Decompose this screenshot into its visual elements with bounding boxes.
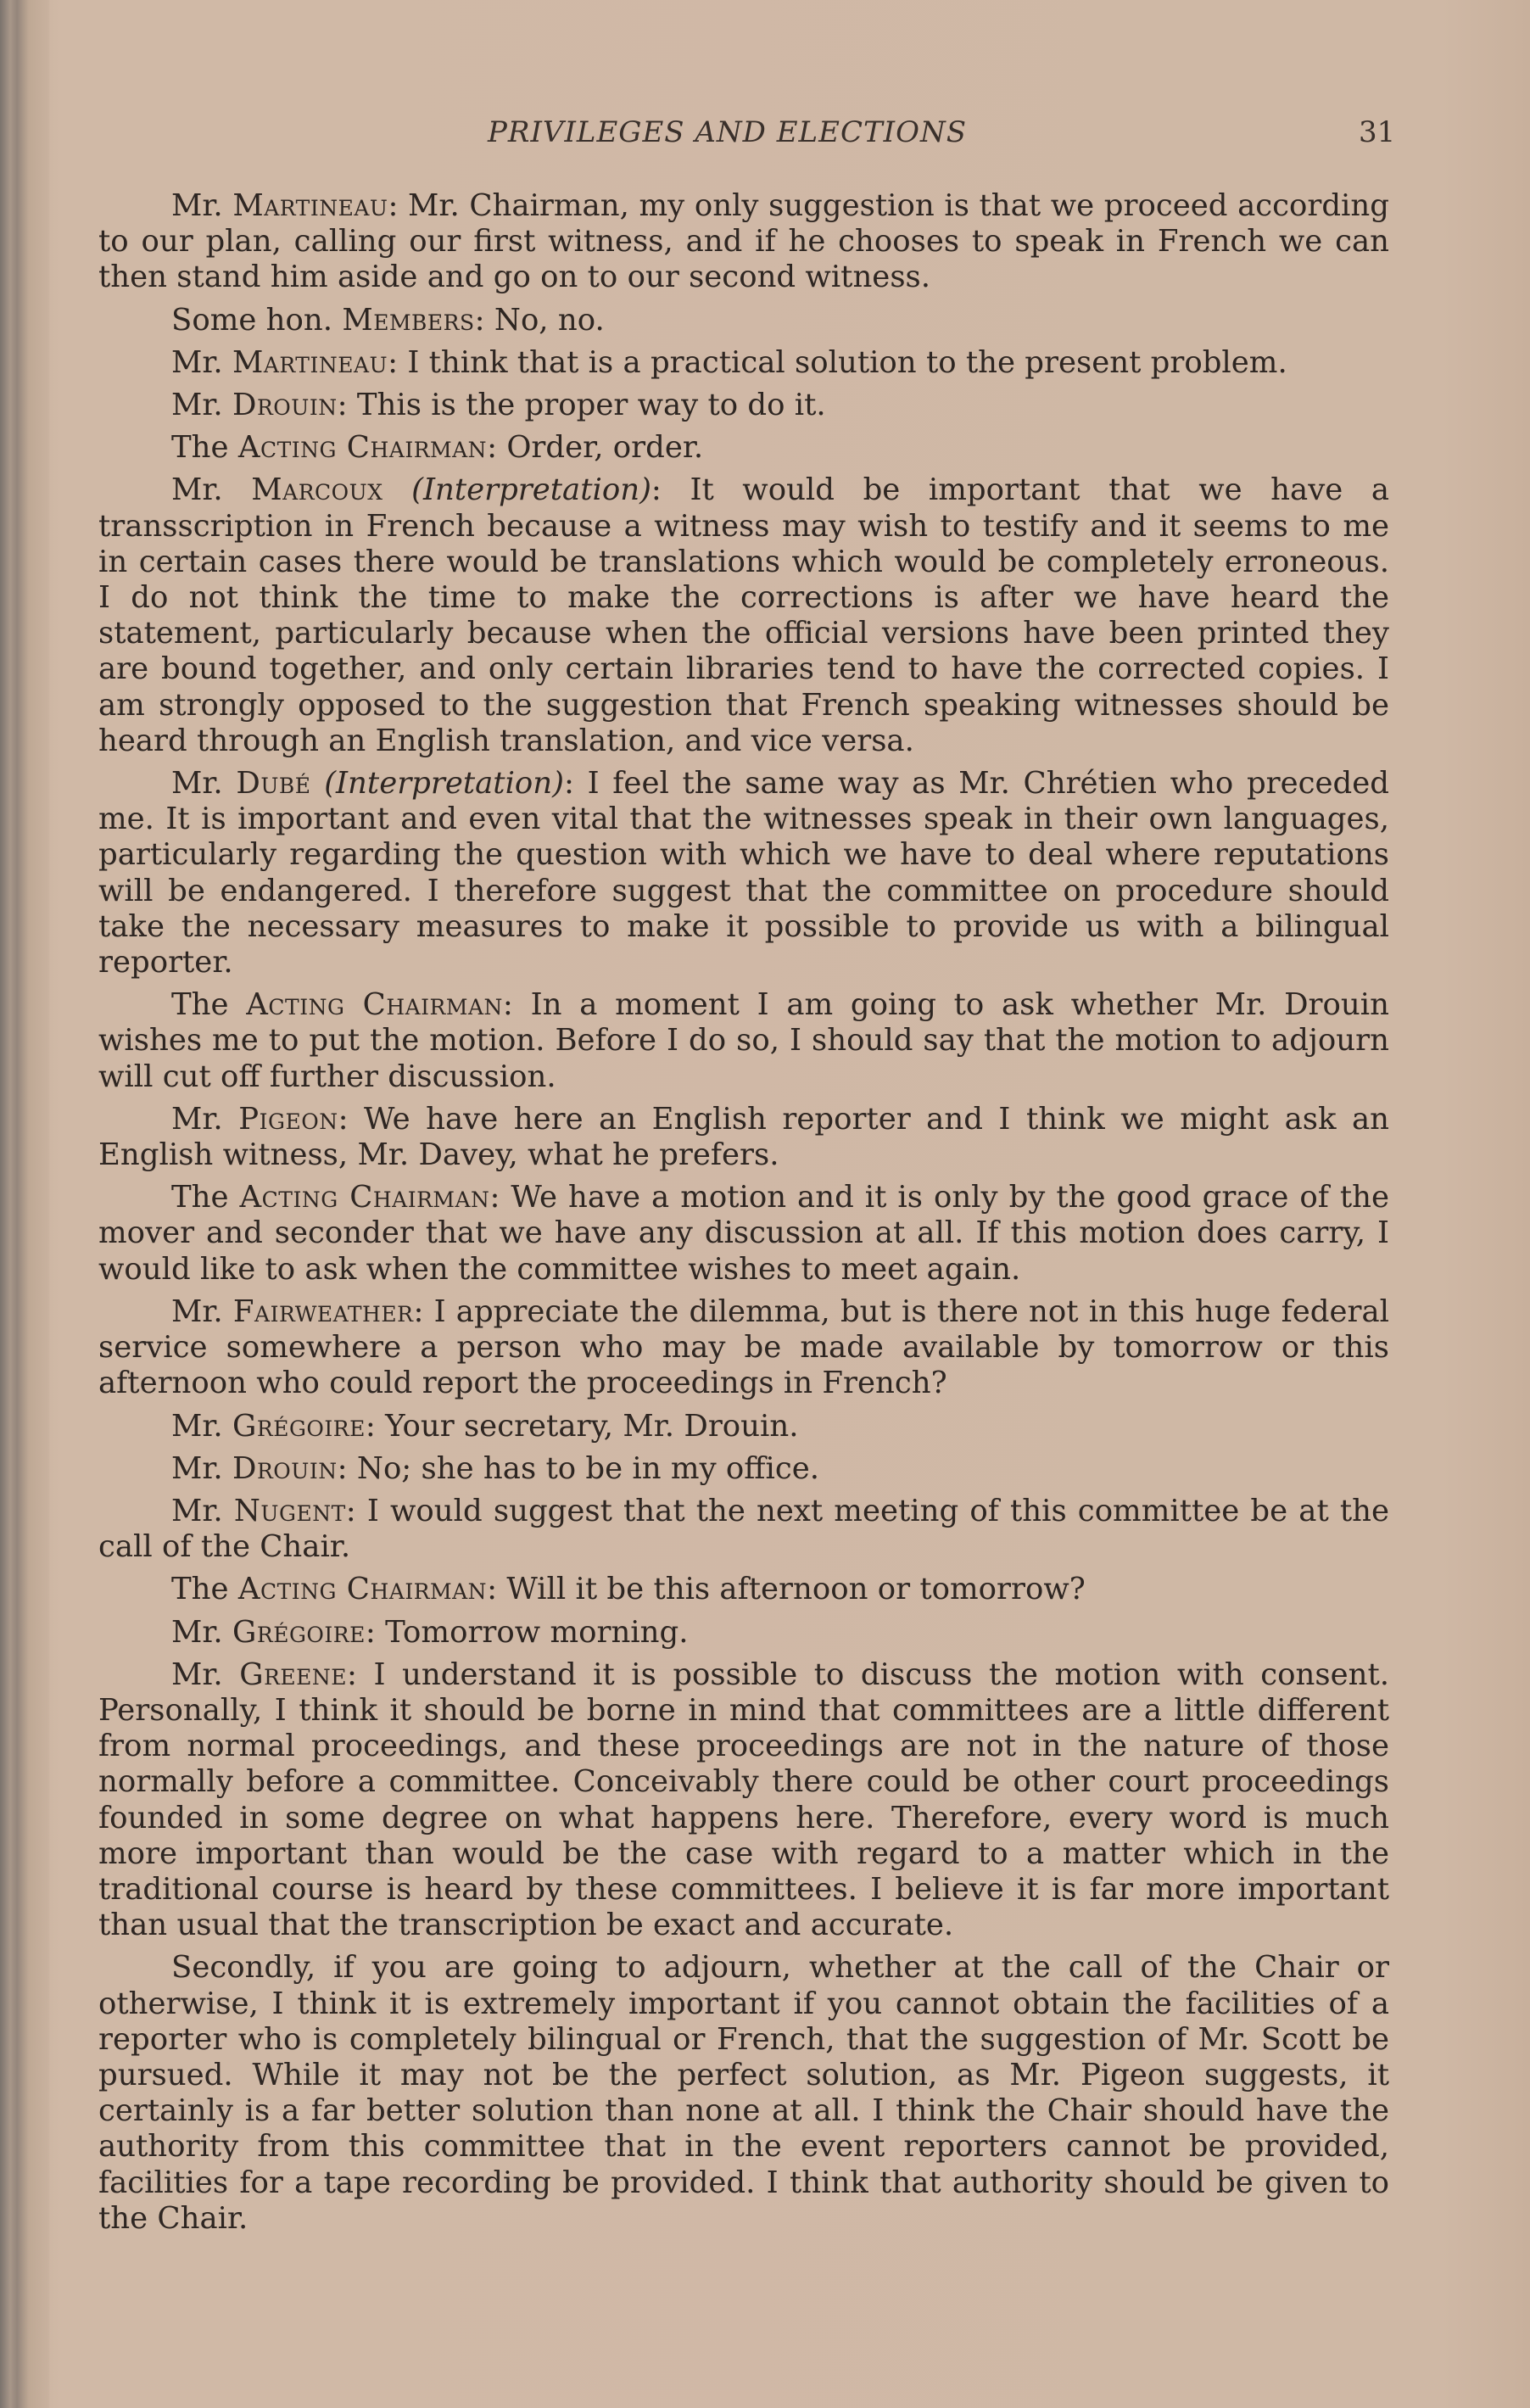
book-spine-shadow [0,0,49,2408]
speaker-name: Fairweather [232,1293,414,1329]
speech-text: Will it be this afternoon or tomorrow? [506,1572,1086,1607]
speaker-colon: : [338,1101,365,1137]
page-number: 31 [1359,115,1396,149]
speaker-colon: : [489,1180,511,1215]
speech-paragraph [98,987,1389,1095]
speaker-title: Some hon. [171,302,333,338]
speaker-title: Mr. [171,1293,223,1329]
speech-paragraph [98,1615,1389,1651]
speaker-name: Marcoux [251,472,383,508]
speech-paragraph [98,1451,1389,1487]
speaker-name: Grégoire [232,1614,366,1650]
speaker-name: Acting Chairman [237,430,488,466]
speech-text: I appreciate the dilemma, but is there not in this huge federal service somewhere a person who may be made available by tomorrow or this afternoon who could report the proceedings in French? [98,1293,1389,1401]
speech-text: It would be important that we have a transscription in French because a witness may wish to testify and it seems to me in certain cases there would be translations which would be completely erroneous. I do not think the time to make the corrections is after we have heard the statement, particularly because when the official versions have been printed they are bound together, and only certain libraries tend to have the corrected copies. I am strongly opposed to the suggestion that French speaking witnesses should be heard through an English translation, and vice versa. [98,472,1389,758]
speaker-name: Drouin [232,388,338,423]
speaker-title: Mr. [171,472,223,508]
page-header [0,115,1530,158]
speaker-title: The [171,987,229,1023]
speaker-name: Drouin [232,1450,338,1486]
speech-paragraph [98,430,1389,466]
speech-text: I would suggest that the next meeting of this committee be at the call of the Chair. [98,1493,1389,1565]
transcript-body [98,188,1389,2243]
speech-text: I understand it is possible to discuss the motion with consent. Personally, I think it should be borne in mind that committees are a little different from normal proceedings, and these proceedings are not in the nature of those normally before a committee. Conceivably there could be other court proceedings founded in some degree on what happens here. Therefore, every word is much more important than would be the case with regard to a matter which in the traditional course is heard by these committees. I believe it is far more important than usual that the transcription be exact and accurate. [98,1657,1389,1943]
speaker-colon: : [502,987,531,1023]
speech-text: In a moment I am going to ask whether Mr. Drouin wishes me to put the motion. Before I do so, I should say that the motion to adjourn will cut off further discussion. [98,987,1389,1094]
speaker-title: Mr. [171,1657,223,1692]
speech-text: Tomorrow morning. [385,1614,689,1650]
speaker-title: The [171,1572,229,1607]
speech-paragraph [98,1409,1389,1444]
speaker-colon: : [388,344,408,380]
speaker-colon: : [487,1572,507,1607]
speaker-colon: : [651,472,690,508]
speech-paragraph [98,1102,1389,1173]
speech-paragraph [98,345,1389,381]
speaker-colon: : [347,1657,374,1692]
speech-text: Order, order. [506,430,704,466]
speaker-title: Mr. [171,344,223,380]
speaker-name: Martineau [232,188,388,223]
speaker-colon: : [388,188,409,223]
speech-paragraph-continued [98,1950,1389,2237]
speaker-colon: : [337,388,357,423]
speaker-title: Mr. [171,1493,223,1528]
speaker-colon: : [345,1493,367,1528]
speaker-name: Pigeon [238,1101,338,1137]
speech-text: Your secretary, Mr. Drouin. [385,1408,799,1444]
speech-text: We have a motion and it is only by the good grace of the mover and seconder that we have any discussion at all. If this motion does carry, I would like to ask when the committee wishes to meet again. [98,1180,1389,1287]
speech-text: No, no. [494,302,605,338]
speech-text: I think that is a practical solution to the present problem. [407,344,1287,380]
speech-text: I feel the same way as Mr. Chrétien who preceded me. It is important and even vital that the witnesses speak in their own languages, particularly regarding the question with which we have to deal where reputations will be endangered. I therefore suggest that the committee on procedure should take the necessary measures to make it possible to provide us with a bilingual reporter. [98,766,1389,981]
speech-paragraph [98,472,1389,759]
speaker-name: Acting Chairman [239,1180,490,1215]
speech-text: Mr. Chairman, my only suggestion is that we proceed according to our plan, calling our first witness, and if he chooses to speak in French we can then stand him aside and go on to our second witness. [98,188,1390,295]
interpretation-note: (Interpretation) [411,472,651,508]
speaker-colon: : [413,1293,434,1329]
speaker-name: Greene [239,1657,348,1692]
speech-paragraph [98,1572,1389,1607]
speaker-colon: : [365,1614,386,1650]
speaker-title: Mr. [171,766,223,802]
speech-text: We have here an English reporter and I think we might ask an English witness, Mr. Davey, what he prefers. [98,1101,1389,1173]
speaker-colon: : [564,766,588,802]
speech-text: Secondly, if you are going to adjourn, whether at the call of the Chair or otherwise, I think it is extremely important if you cannot obtain the facilities of a reporter who is completely bilingual or French, that the suggestion of Mr. Scott be pursued. While it may not be the perfect solution, as Mr. Pigeon suggests, it certainly is a far better solution than none at all. I think the Chair should have the authority from this committee that in the event reporters cannot be provided, facilities for a tape recording be provided. I think that authority should be given to the Chair. [98,1950,1389,2236]
speaker-name: Nugent [233,1493,346,1528]
speaker-title: The [171,430,229,466]
speaker-name: Martineau [232,344,388,380]
speech-paragraph [98,303,1389,338]
running-head: PRIVILEGES AND ELECTIONS [488,115,967,149]
speaker-title: Mr. [171,1614,223,1650]
speaker-title: Mr. [171,1450,223,1486]
speaker-colon: : [474,302,494,338]
interpretation-note: (Interpretation) [324,766,565,802]
speech-paragraph [98,1494,1389,1565]
speaker-title: Mr. [171,188,223,223]
speech-text: No; she has to be in my office. [356,1450,820,1486]
speech-text: This is the proper way to do it. [356,388,826,423]
speaker-title: Mr. [171,1101,223,1137]
speech-paragraph [98,388,1389,423]
speaker-colon: : [487,430,507,466]
speaker-title: The [171,1180,229,1215]
speech-paragraph [98,1180,1389,1288]
speaker-colon: : [365,1408,386,1444]
speaker-name: Acting Chairman [246,987,503,1023]
speaker-title: Mr. [171,388,223,423]
speech-paragraph [98,1294,1389,1402]
speaker-name: Acting Chairman [237,1572,488,1607]
speech-paragraph [98,1657,1389,1944]
speaker-name: Members [342,302,475,338]
speaker-colon: : [337,1450,357,1486]
speaker-title: Mr. [171,1408,223,1444]
speech-paragraph [98,188,1389,296]
speech-paragraph [98,766,1389,981]
speaker-name: Dubé [236,766,311,802]
speaker-name: Grégoire [232,1408,366,1444]
